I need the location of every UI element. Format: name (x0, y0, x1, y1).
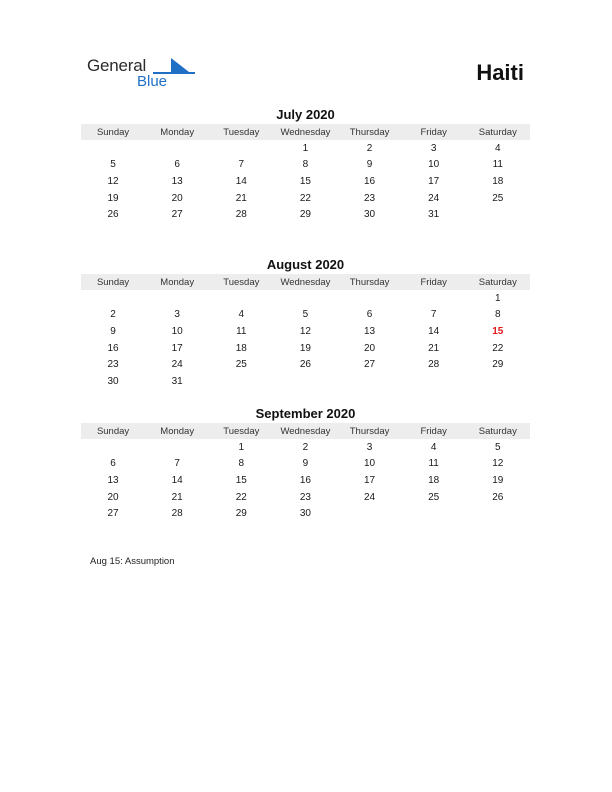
day-cell: 18 (235, 342, 247, 354)
week-row (81, 505, 530, 522)
day-cell: 6 (174, 159, 180, 171)
week-row (81, 290, 530, 307)
day-cell: 28 (428, 359, 440, 371)
day-cell: 27 (171, 209, 183, 221)
weekday-header: Saturday (478, 126, 517, 138)
week-row (81, 439, 530, 456)
day-cell: 25 (492, 192, 504, 204)
weekday-header: Monday (160, 126, 195, 138)
day-cell: 3 (174, 309, 180, 321)
day-cell: 12 (492, 458, 504, 470)
weekday-header: Tuesday (223, 276, 260, 288)
day-cell: 24 (364, 491, 376, 503)
day-cell: 9 (366, 159, 373, 171)
weekday-header: Thursday (349, 425, 390, 437)
day-cell: 22 (235, 491, 247, 503)
day-cell: 21 (171, 491, 183, 503)
day-cell: 21 (428, 342, 440, 354)
day-cell: 14 (428, 325, 440, 337)
weekday-header: Wednesday (280, 425, 331, 437)
day-cell: 7 (174, 458, 180, 470)
month-calendar (81, 106, 530, 223)
country-title: Haiti (476, 60, 524, 85)
day-cell: 7 (238, 159, 245, 171)
day-cell: 9 (110, 325, 116, 337)
weekday-header: Tuesday (223, 126, 260, 138)
week-row (81, 190, 530, 207)
week-row (81, 340, 530, 357)
weekday-header: Saturday (478, 425, 517, 437)
weekday-header: Saturday (478, 276, 517, 288)
day-cell: 10 (364, 458, 376, 470)
day-cell: 18 (492, 175, 504, 187)
weekday-header: Wednesday (280, 126, 331, 138)
day-cell: 23 (364, 192, 376, 204)
day-cell: 3 (430, 142, 437, 154)
day-cell: 20 (171, 192, 183, 204)
day-cell: 2 (302, 441, 309, 453)
day-cell: 5 (302, 309, 309, 321)
weekday-header-row (81, 124, 530, 140)
day-cell: 4 (495, 142, 501, 154)
day-cell: 5 (110, 159, 116, 171)
day-cell: 11 (428, 458, 439, 470)
month-title: September 2020 (255, 406, 356, 421)
week-row (81, 206, 530, 223)
day-cell: 8 (238, 458, 245, 470)
weekday-header: Monday (160, 276, 195, 288)
holiday-note: Aug 15: Assumption (90, 556, 175, 567)
day-cell: 16 (299, 474, 311, 486)
day-cell: 13 (107, 474, 119, 486)
day-cell: 7 (430, 309, 437, 321)
week-row (81, 456, 530, 473)
week-row (81, 307, 530, 324)
day-cell: 13 (171, 175, 183, 187)
week-row (81, 173, 530, 190)
day-cell: 14 (171, 474, 183, 486)
day-cell: 22 (299, 192, 311, 204)
day-cell: 30 (364, 209, 376, 221)
weekday-header: Sunday (96, 425, 130, 437)
day-cell: 16 (107, 342, 119, 354)
day-cell: 20 (107, 491, 119, 503)
month-title: July 2020 (276, 107, 335, 122)
day-cell: 18 (428, 474, 440, 486)
weekday-header-row (81, 423, 530, 439)
weekday-header: Friday (420, 425, 447, 437)
day-cell: 15 (299, 175, 311, 187)
month-calendar (81, 256, 530, 390)
day-cell: 27 (107, 508, 119, 520)
logo-word-general: General (87, 56, 147, 75)
day-cell: 1 (495, 292, 501, 304)
day-cell: 24 (428, 192, 440, 204)
day-cell: 12 (299, 325, 311, 337)
week-row (81, 489, 530, 506)
week-row (81, 356, 530, 373)
month-title: August 2020 (266, 257, 345, 272)
day-cell: 11 (236, 325, 247, 337)
weekday-header: Friday (420, 276, 447, 288)
day-cell: 17 (428, 175, 440, 187)
day-cell: 20 (364, 342, 376, 354)
day-cell: 17 (171, 342, 183, 354)
day-cell: 30 (299, 508, 311, 520)
day-cell: 31 (428, 209, 440, 221)
weekday-header: Thursday (349, 276, 390, 288)
day-cell: 15 (235, 474, 247, 486)
logo-word-blue: Blue (137, 73, 168, 90)
weekday-header: Thursday (349, 126, 390, 138)
weekday-header: Monday (160, 425, 195, 437)
day-cell: 24 (171, 359, 183, 371)
day-cell: 6 (366, 309, 373, 321)
weekday-header: Tuesday (223, 425, 260, 437)
week-row (81, 373, 530, 390)
day-cell: 16 (364, 175, 376, 187)
day-cell: 26 (492, 491, 504, 503)
day-cell: 2 (110, 309, 116, 321)
day-cell: 26 (299, 359, 311, 371)
week-row (81, 472, 530, 489)
day-cell: 27 (364, 359, 376, 371)
day-cell: 22 (492, 342, 504, 354)
month-calendar (81, 405, 530, 522)
day-cell: 2 (366, 142, 373, 154)
week-row (81, 323, 530, 340)
day-cell: 28 (235, 209, 247, 221)
day-cell: 8 (302, 159, 309, 171)
day-cell: 4 (430, 441, 437, 453)
day-cell: 29 (235, 508, 247, 520)
day-cell: 29 (492, 359, 504, 371)
day-cell: 17 (364, 474, 376, 486)
day-cell: 6 (110, 458, 116, 470)
weekday-header: Wednesday (280, 276, 331, 288)
day-cell: 29 (299, 209, 311, 221)
day-cell: 1 (302, 142, 309, 154)
day-cell: 19 (492, 474, 504, 486)
day-cell: 10 (428, 159, 440, 171)
day-cell: 13 (364, 325, 376, 337)
day-cell: 28 (171, 508, 183, 520)
weekday-header: Sunday (96, 126, 130, 138)
week-row (81, 140, 530, 157)
holiday-date: 15 (492, 325, 504, 337)
day-cell: 30 (107, 375, 119, 387)
day-cell: 4 (238, 309, 245, 321)
weekday-header: Friday (420, 126, 447, 138)
day-cell: 31 (171, 375, 183, 387)
day-cell: 1 (238, 441, 245, 453)
day-cell: 23 (299, 491, 311, 503)
day-cell: 21 (235, 192, 247, 204)
day-cell: 14 (235, 175, 247, 187)
day-cell: 8 (495, 309, 501, 321)
day-cell: 3 (366, 441, 373, 453)
day-cell: 26 (107, 209, 119, 221)
day-cell: 19 (299, 342, 311, 354)
day-cell: 9 (302, 458, 309, 470)
day-cell: 5 (495, 441, 501, 453)
generalblue-logo (87, 56, 197, 92)
weekday-header: Sunday (96, 276, 130, 288)
day-cell: 12 (107, 175, 119, 187)
day-cell: 23 (107, 359, 119, 371)
week-row (81, 157, 530, 174)
day-cell: 10 (171, 325, 183, 337)
day-cell: 11 (492, 159, 503, 171)
day-cell: 25 (428, 491, 440, 503)
weekday-header-row (81, 274, 530, 290)
day-cell: 19 (107, 192, 119, 204)
day-cell: 25 (235, 359, 247, 371)
